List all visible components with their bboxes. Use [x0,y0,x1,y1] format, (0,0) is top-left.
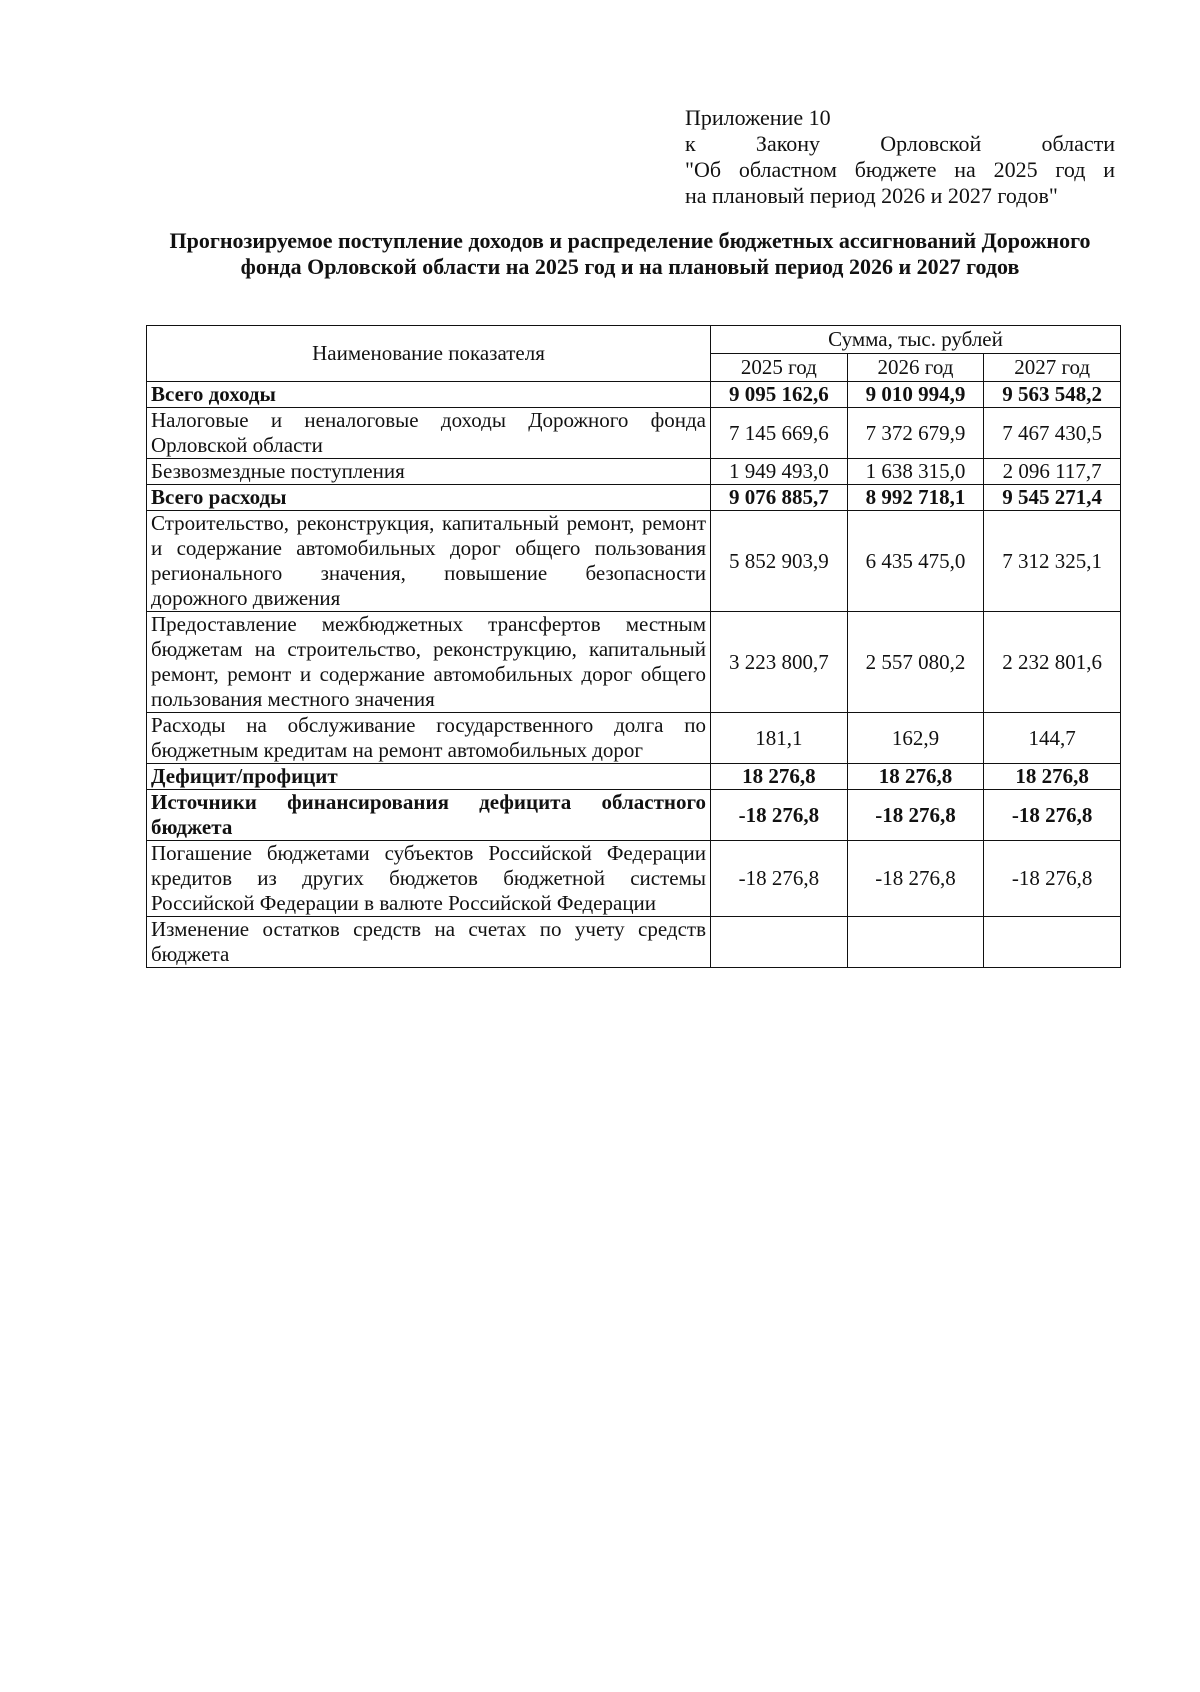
row-name-cell: Изменение остатков средств на счетах по учету средств бюджета [147,917,711,968]
row-name-cell: Предоставление межбюджетных трансфертов местным бюджетам на строительство, реконструкцию, капитальный ремонт, ремонт и содержание автомобильных дорог общего пользования местного значения [147,612,711,713]
value-2025-cell: 3 223 800,7 [711,612,848,713]
value-2025-cell: -18 276,8 [711,841,848,917]
value-2027-cell: 144,7 [984,713,1121,764]
value-2026-cell: 6 435 475,0 [847,511,984,612]
header-year-2027: 2027 год [984,354,1121,382]
value-2025-cell: 7 145 669,6 [711,408,848,459]
value-2026-cell: 9 010 994,9 [847,382,984,408]
value-2025-cell: 9 095 162,6 [711,382,848,408]
header-year-2025: 2025 год [711,354,848,382]
value-2025-cell: 181,1 [711,713,848,764]
table-row [147,612,1121,713]
annex-number: Приложение 10 [685,105,831,130]
table-row [147,841,1121,917]
row-name-cell: Дефицит/профицит [147,764,711,790]
value-2026-cell: 1 638 315,0 [847,459,984,485]
row-name-cell: Безвозмездные поступления [147,459,711,485]
table-row [147,382,1121,408]
header-year-2026: 2026 год [847,354,984,382]
value-2026-cell: 18 276,8 [847,764,984,790]
value-2027-cell [984,917,1121,968]
header-sum: Сумма, тыс. рублей [711,326,1121,354]
table-row [147,790,1121,841]
row-name-cell: Погашение бюджетами субъектов Российской Федерации кредитов из других бюджетов бюджетной системы Российской Федерации в валюте Российской Федерации [147,841,711,917]
table-row [147,408,1121,459]
value-2025-cell: 9 076 885,7 [711,485,848,511]
annex-block [685,105,1115,209]
annex-law-title: "Об областном бюджете на 2025 год и [685,157,1115,182]
value-2025-cell: -18 276,8 [711,790,848,841]
value-2027-cell: 2 096 117,7 [984,459,1121,485]
row-name-cell: Налоговые и неналоговые доходы Дорожного фонда Орловской области [147,408,711,459]
table-row [147,764,1121,790]
table-row [147,459,1121,485]
road-fund-table [146,325,1121,968]
value-2025-cell: 1 949 493,0 [711,459,848,485]
value-2027-cell: 18 276,8 [984,764,1121,790]
document-title: Прогнозируемое поступление доходов и распределение бюджетных ассигнований Дорожного фонда Орловской области на 2025 год и на плановый период 2026 и 2027 годов [169,228,1091,279]
table-row [147,713,1121,764]
row-name-cell: Строительство, реконструкция, капитальный ремонт, ремонт и содержание автомобильных дорог общего пользования регионального значения, повышение безопасности дорожного движения [147,511,711,612]
table-row [147,917,1121,968]
value-2026-cell: 8 992 718,1 [847,485,984,511]
value-2025-cell [711,917,848,968]
value-2027-cell: 9 563 548,2 [984,382,1121,408]
annex-law-period: на плановый период 2026 и 2027 годов" [685,183,1058,208]
value-2027-cell: 7 312 325,1 [984,511,1121,612]
table-row [147,485,1121,511]
value-2026-cell: -18 276,8 [847,841,984,917]
value-2026-cell: -18 276,8 [847,790,984,841]
table-row [147,511,1121,612]
row-name-cell: Источники финансирования дефицита областного бюджета [147,790,711,841]
value-2027-cell: 7 467 430,5 [984,408,1121,459]
table-body [147,382,1121,968]
value-2027-cell: 9 545 271,4 [984,485,1121,511]
value-2026-cell: 7 372 679,9 [847,408,984,459]
row-name-cell: Всего доходы [147,382,711,408]
value-2025-cell: 5 852 903,9 [711,511,848,612]
value-2026-cell: 2 557 080,2 [847,612,984,713]
value-2025-cell: 18 276,8 [711,764,848,790]
value-2027-cell: -18 276,8 [984,841,1121,917]
header-indicator-name: Наименование показателя [147,326,711,382]
value-2026-cell [847,917,984,968]
row-name-cell: Расходы на обслуживание государственного долга по бюджетным кредитам на ремонт автомобильных дорог [147,713,711,764]
annex-law-reference: к Закону Орловской области [685,131,1115,156]
row-name-cell: Всего расходы [147,485,711,511]
value-2026-cell: 162,9 [847,713,984,764]
value-2027-cell: -18 276,8 [984,790,1121,841]
value-2027-cell: 2 232 801,6 [984,612,1121,713]
